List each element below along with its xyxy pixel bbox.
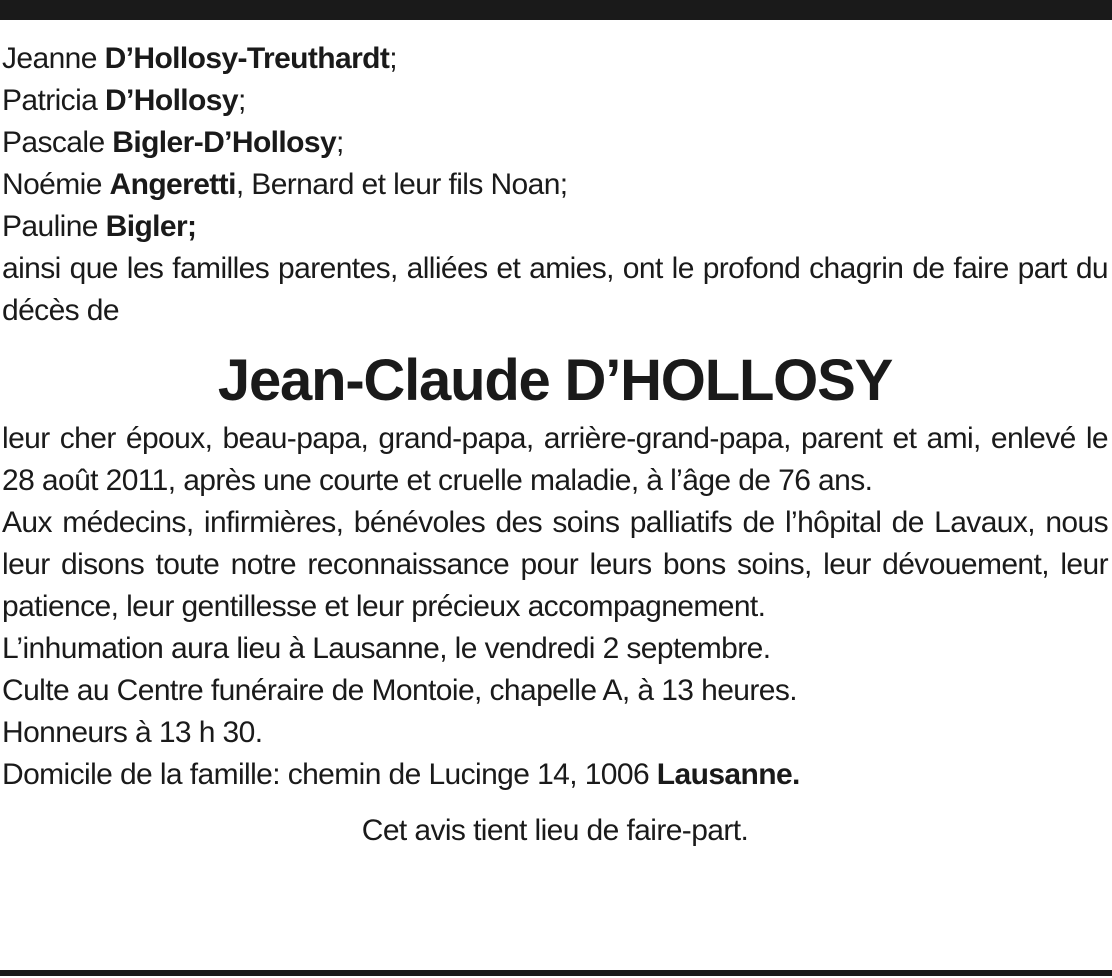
family-surname: D’Hollosy-Treuthardt bbox=[104, 42, 390, 75]
burial-line: L’inhumation aura lieu à Lausanne, le vendredi 2 septembre. bbox=[2, 632, 771, 665]
thanks-paragraph: Aux médecins, infirmières, bénévoles des soins palliatifs de l’hôpital de Lavaux, nous leur disons toute notre reconnaissance pour leurs bons soins, leur dévouement, leur patience, leur gentillesse et leur précieux accompagnement. bbox=[2, 506, 1108, 623]
family-member-line bbox=[2, 38, 1108, 80]
family-given-name: Pascale bbox=[2, 126, 105, 159]
family-member-line bbox=[2, 206, 1108, 248]
domicile-text: Domicile de la famille: chemin de Lucinge 14, 1006 bbox=[2, 758, 657, 791]
obituary-notice bbox=[2, 38, 1108, 852]
domicile-city: Lausanne. bbox=[656, 758, 800, 791]
family-line-suffix: ; bbox=[389, 42, 398, 75]
family-given-name: Jeanne bbox=[2, 42, 97, 75]
family-surname: Bigler-D’Hollosy bbox=[112, 126, 337, 159]
top-rule bbox=[0, 0, 1112, 20]
family-given-name: Pauline bbox=[2, 210, 98, 243]
family-member-line bbox=[2, 122, 1108, 164]
family-given-name: Patricia bbox=[2, 84, 98, 117]
family-line-suffix: , Bernard et leur fils Noan; bbox=[235, 168, 568, 201]
family-member-line bbox=[2, 164, 1108, 206]
domicile-line bbox=[2, 754, 1108, 796]
family-member-line bbox=[2, 80, 1108, 122]
service-line: Culte au Centre funéraire de Montoie, chapelle A, à 13 heures. bbox=[2, 674, 797, 707]
intro-paragraph: ainsi que les familles parentes, alliées et amies, ont le profond chagrin de faire part du décès de bbox=[2, 252, 1108, 327]
family-surname: Bigler; bbox=[105, 210, 197, 243]
deceased-name: Jean-Claude D’HOLLOSY bbox=[217, 348, 893, 413]
honours-line: Honneurs à 13 h 30. bbox=[2, 716, 263, 749]
family-surname: Angeretti bbox=[109, 168, 236, 201]
description-paragraph: leur cher époux, beau-papa, grand-papa, arrière-grand-papa, parent et ami, enlevé le 28 août 2011, après une courte et cruelle maladie, à l’âge de 76 ans. bbox=[2, 422, 1108, 497]
family-given-name: Noémie bbox=[2, 168, 102, 201]
closing-note: Cet avis tient lieu de faire-part. bbox=[361, 814, 749, 847]
family-line-suffix: ; bbox=[237, 84, 246, 117]
family-line-suffix: ; bbox=[336, 126, 344, 159]
bottom-rule bbox=[0, 970, 1112, 976]
family-surname: D’Hollosy bbox=[104, 84, 238, 117]
